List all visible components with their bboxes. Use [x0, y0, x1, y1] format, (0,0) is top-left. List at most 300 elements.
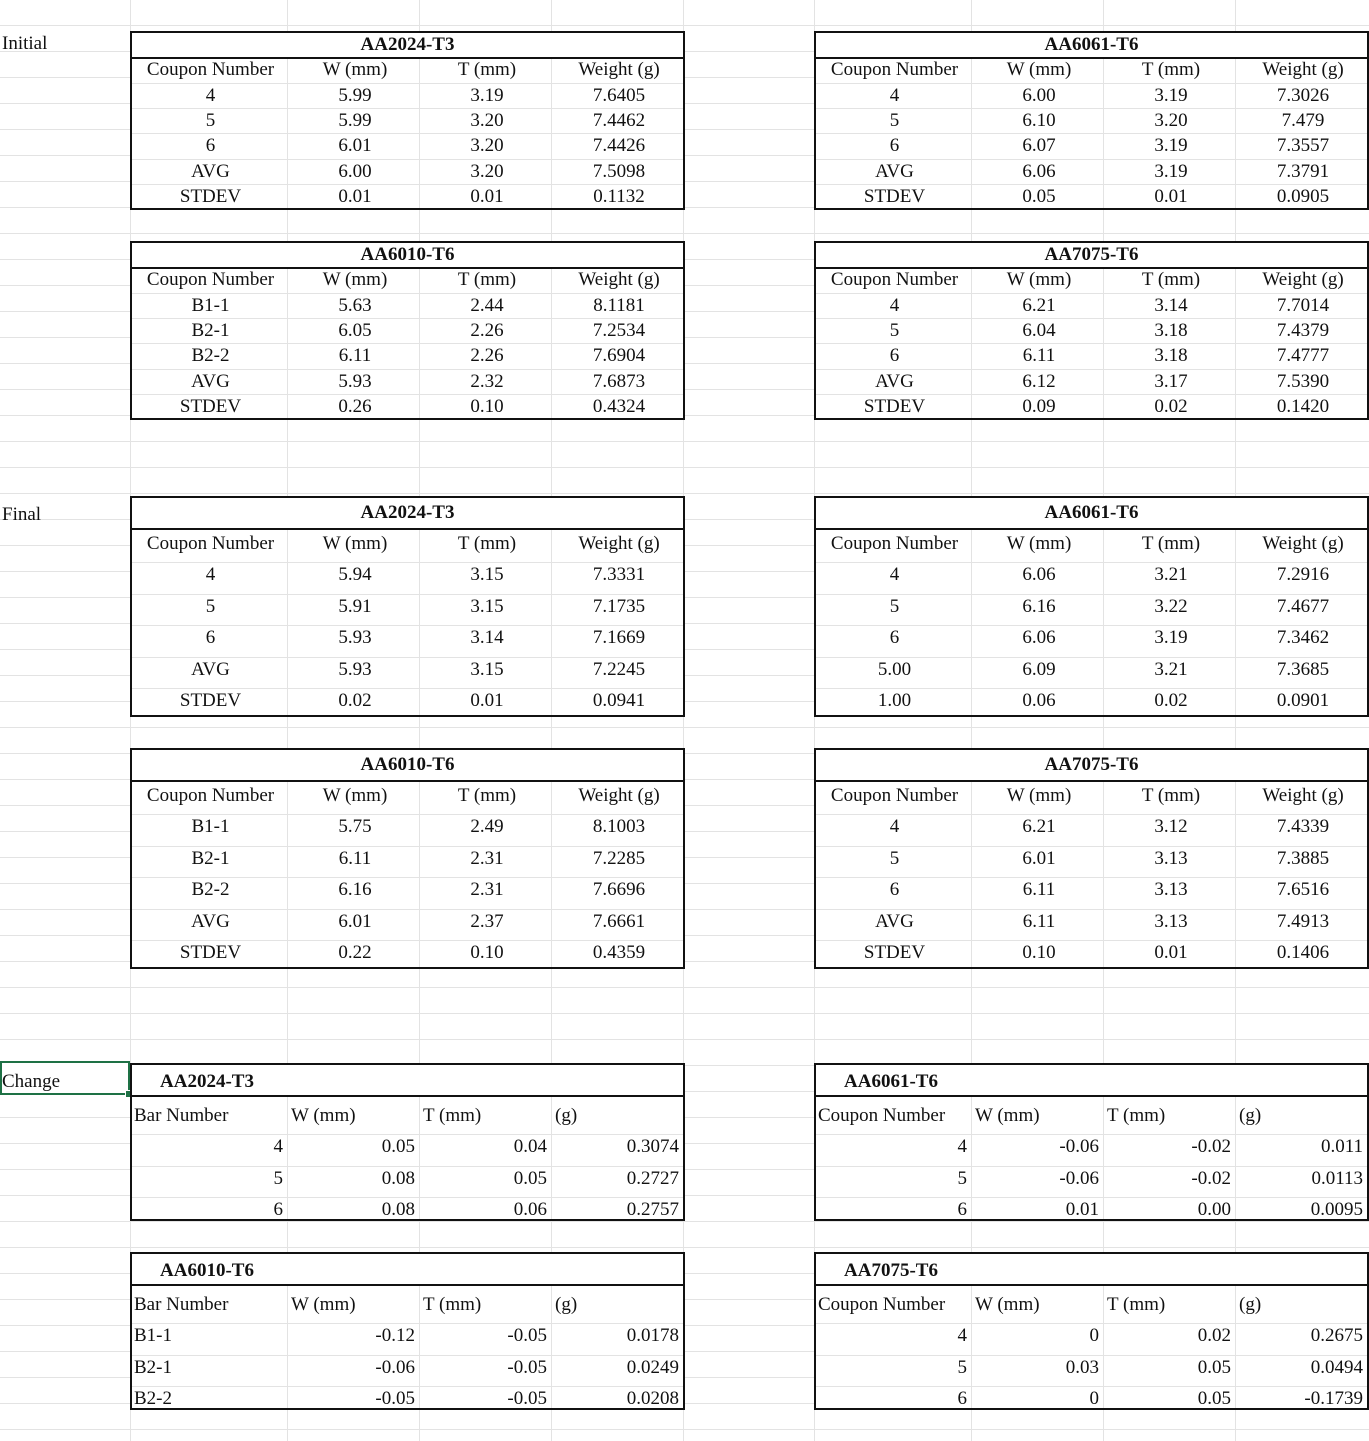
row-label-cell[interactable]: 5: [889, 110, 900, 131]
row-label-cell[interactable]: 5: [889, 320, 900, 341]
grid-row-line: [132, 1166, 683, 1167]
row-label-cell[interactable]: 6: [273, 1199, 283, 1220]
data-table: [130, 496, 685, 717]
column-header[interactable]: T (mm): [423, 1105, 482, 1126]
grid-column-line: [551, 782, 552, 967]
grid-column-line: [683, 0, 684, 1441]
table-title[interactable]: AA7075-T6: [1044, 244, 1139, 265]
table-cell[interactable]: 2.44: [470, 295, 504, 316]
row-label-cell[interactable]: B2-2: [134, 1388, 172, 1409]
table-cell[interactable]: 6.06: [1022, 161, 1056, 182]
row-label-cell[interactable]: 4: [205, 85, 216, 106]
column-header[interactable]: W (mm): [1006, 533, 1072, 554]
column-header[interactable]: Coupon Number: [830, 785, 959, 806]
table-cell[interactable]: 0: [1089, 1388, 1099, 1409]
table-cell[interactable]: 3.19: [1154, 85, 1188, 106]
table-title[interactable]: AA6010-T6: [360, 244, 455, 265]
table-cell[interactable]: 5.93: [338, 371, 372, 392]
table-cell[interactable]: 6.11: [338, 848, 372, 869]
table-title[interactable]: AA6061-T6: [1044, 502, 1139, 523]
table-cell[interactable]: 3.18: [1154, 320, 1188, 341]
table-cell[interactable]: 2.49: [470, 816, 504, 837]
column-header[interactable]: T (mm): [457, 785, 517, 806]
table-title[interactable]: AA6010-T6: [160, 1260, 254, 1281]
column-header[interactable]: Coupon Number: [146, 59, 275, 80]
table-cell[interactable]: 7.4913: [1276, 911, 1330, 932]
table-cell[interactable]: 0.09: [1022, 396, 1056, 417]
column-header[interactable]: T (mm): [457, 59, 517, 80]
row-label-cell[interactable]: 4: [957, 1325, 967, 1346]
table-cell[interactable]: 6.10: [1022, 110, 1056, 131]
table-cell[interactable]: 0.01: [1065, 1199, 1099, 1220]
column-header[interactable]: Weight (g): [1262, 533, 1344, 554]
row-label-cell[interactable]: 5: [957, 1168, 967, 1189]
grid-column-line: [1103, 530, 1104, 715]
grid-row-line: [132, 133, 683, 134]
table-cell[interactable]: 5.91: [338, 596, 372, 617]
column-header[interactable]: Weight (g): [1262, 785, 1344, 806]
table-cell[interactable]: 0.0208: [626, 1388, 679, 1409]
table-cell[interactable]: 6.16: [338, 879, 372, 900]
table-cell[interactable]: 7.4462: [592, 110, 646, 131]
row-label-cell[interactable]: AVG: [875, 371, 914, 392]
column-header[interactable]: W (mm): [291, 1294, 356, 1315]
column-header[interactable]: (g): [555, 1105, 578, 1126]
row-label-cell[interactable]: 5: [889, 848, 900, 869]
table-cell[interactable]: 7.1669: [592, 627, 646, 648]
table-cell[interactable]: 7.4677: [1276, 596, 1330, 617]
grid-column-line: [971, 1286, 972, 1408]
row-label-cell[interactable]: B1-1: [191, 816, 230, 837]
table-cell[interactable]: 0.10: [1022, 942, 1056, 963]
row-label-cell[interactable]: STDEV: [179, 396, 242, 417]
table-cell[interactable]: 0.05: [513, 1168, 547, 1189]
row-label-cell[interactable]: 6: [889, 135, 900, 156]
grid-column-line: [1235, 782, 1236, 967]
table-cell[interactable]: 7.4777: [1276, 345, 1330, 366]
grid-row-line: [816, 562, 1367, 563]
table-cell[interactable]: 7.3885: [1276, 848, 1330, 869]
table-title-divider: [816, 1284, 1367, 1286]
column-header[interactable]: T (mm): [1141, 533, 1201, 554]
column-header[interactable]: (g): [555, 1294, 578, 1315]
row-label-cell[interactable]: 5: [205, 596, 216, 617]
table-cell[interactable]: 2.37: [470, 911, 504, 932]
column-header[interactable]: W (mm): [1006, 785, 1072, 806]
table-cell[interactable]: 3.21: [1154, 564, 1188, 585]
table-cell[interactable]: 3.15: [470, 564, 504, 585]
table-cell[interactable]: 6.21: [1022, 295, 1056, 316]
table-cell[interactable]: 0.05: [1197, 1388, 1231, 1409]
grid-column-line: [287, 0, 288, 1441]
table-cell[interactable]: 0.08: [381, 1168, 415, 1189]
table-cell[interactable]: 3.19: [470, 85, 504, 106]
row-label-cell[interactable]: STDEV: [179, 690, 242, 711]
table-cell[interactable]: 0.05: [1197, 1357, 1231, 1378]
column-header[interactable]: Bar Number: [134, 1294, 229, 1315]
table-cell[interactable]: 0.1132: [593, 186, 645, 207]
table-cell[interactable]: 0.2675: [1310, 1325, 1363, 1346]
table-cell[interactable]: 3.20: [470, 110, 504, 131]
row-label-cell[interactable]: B2-1: [191, 320, 230, 341]
column-header[interactable]: W (mm): [322, 533, 388, 554]
row-label-cell[interactable]: B2-1: [134, 1357, 172, 1378]
row-label-cell[interactable]: B1-1: [191, 295, 230, 316]
section-label-change[interactable]: Change: [2, 1071, 61, 1092]
row-label-cell[interactable]: B2-2: [191, 879, 230, 900]
row-label-cell[interactable]: 4: [889, 85, 900, 106]
row-label-cell[interactable]: 5: [957, 1357, 967, 1378]
table-cell[interactable]: 7.5390: [1276, 371, 1330, 392]
row-label-cell[interactable]: 5: [205, 110, 216, 131]
table-cell[interactable]: 2.26: [470, 345, 504, 366]
table-cell[interactable]: 7.6405: [592, 85, 646, 106]
column-header[interactable]: Coupon Number: [818, 1105, 946, 1126]
grid-row-line: [816, 133, 1367, 134]
table-cell[interactable]: 6.11: [338, 345, 372, 366]
table-cell[interactable]: 2.31: [470, 848, 504, 869]
row-label-cell[interactable]: 5: [273, 1168, 283, 1189]
table-cell[interactable]: -0.12: [375, 1325, 415, 1346]
table-cell[interactable]: 0.02: [1154, 396, 1188, 417]
table-cell[interactable]: 0.01: [1154, 186, 1188, 207]
table-cell[interactable]: -0.02: [1191, 1136, 1231, 1157]
table-cell[interactable]: 6.00: [1022, 85, 1056, 106]
grid-column-line: [287, 1097, 288, 1219]
table-cell[interactable]: 0.0178: [626, 1325, 679, 1346]
row-label-cell[interactable]: B2-2: [191, 345, 230, 366]
table-cell[interactable]: -0.06: [375, 1357, 415, 1378]
column-header[interactable]: Coupon Number: [818, 1294, 946, 1315]
section-label-initial[interactable]: Initial: [2, 33, 48, 54]
grid-row-line: [816, 369, 1367, 370]
column-header[interactable]: Coupon Number: [830, 59, 959, 80]
grid-row-line: [132, 83, 683, 84]
table-cell[interactable]: 3.21: [1154, 659, 1188, 680]
column-header[interactable]: Coupon Number: [146, 533, 275, 554]
table-cell[interactable]: 0.2757: [626, 1199, 679, 1220]
row-label-cell[interactable]: B1-1: [134, 1325, 172, 1346]
table-cell[interactable]: 0.04: [513, 1136, 547, 1157]
table-title[interactable]: AA6061-T6: [844, 1071, 938, 1092]
table-title[interactable]: AA7075-T6: [1044, 754, 1139, 775]
table-cell[interactable]: 0.4324: [592, 396, 646, 417]
column-header[interactable]: Coupon Number: [830, 269, 959, 290]
table-cell[interactable]: -0.06: [1059, 1168, 1099, 1189]
column-header[interactable]: W (mm): [291, 1105, 356, 1126]
column-header[interactable]: Weight (g): [1262, 59, 1344, 80]
column-header[interactable]: W (mm): [322, 785, 388, 806]
grid-row-line: [816, 1134, 1367, 1135]
table-cell[interactable]: 7.4426: [592, 135, 646, 156]
section-label-final[interactable]: Final: [2, 504, 42, 525]
table-cell[interactable]: 0.05: [1022, 186, 1056, 207]
table-cell[interactable]: 6.11: [1022, 345, 1056, 366]
column-header[interactable]: Weight (g): [1262, 269, 1344, 290]
table-title[interactable]: AA2024-T3: [360, 34, 455, 55]
column-header[interactable]: T (mm): [457, 269, 517, 290]
column-header[interactable]: W (mm): [1006, 269, 1072, 290]
table-cell[interactable]: 3.18: [1154, 345, 1188, 366]
table-cell[interactable]: 0.01: [470, 186, 504, 207]
table-cell[interactable]: 3.13: [1154, 848, 1188, 869]
row-label-cell[interactable]: 4: [957, 1136, 967, 1157]
table-cell[interactable]: 0.3074: [626, 1136, 679, 1157]
table-cell[interactable]: 0.02: [1154, 690, 1188, 711]
grid-row-line: [816, 1166, 1367, 1167]
grid-column-line: [971, 530, 972, 715]
table-cell[interactable]: 7.3026: [1276, 85, 1330, 106]
table-cell[interactable]: 2.32: [470, 371, 504, 392]
row-label-cell[interactable]: AVG: [191, 371, 230, 392]
table-cell[interactable]: 3.12: [1154, 816, 1188, 837]
table-cell[interactable]: 3.15: [470, 596, 504, 617]
table-cell[interactable]: 7.2285: [592, 848, 646, 869]
table-cell[interactable]: 5.99: [338, 110, 372, 131]
row-label-cell[interactable]: 5: [889, 596, 900, 617]
row-label-cell[interactable]: STDEV: [863, 396, 926, 417]
column-header[interactable]: T (mm): [457, 533, 517, 554]
table-cell[interactable]: 5.99: [338, 85, 372, 106]
table-cell[interactable]: 0.06: [513, 1199, 547, 1220]
column-header[interactable]: T (mm): [1107, 1105, 1166, 1126]
table-cell[interactable]: 6.01: [1022, 848, 1056, 869]
row-label-cell[interactable]: 6: [957, 1388, 967, 1409]
table-cell[interactable]: 3.17: [1154, 371, 1188, 392]
column-header[interactable]: Coupon Number: [146, 785, 275, 806]
table-cell[interactable]: 0.10: [470, 396, 504, 417]
row-label-cell[interactable]: 4: [889, 816, 900, 837]
table-cell[interactable]: 0: [1089, 1325, 1099, 1346]
table-title[interactable]: AA2024-T3: [160, 1071, 254, 1092]
table-cell[interactable]: 5.93: [338, 659, 372, 680]
table-cell[interactable]: 3.20: [1154, 110, 1188, 131]
table-title[interactable]: AA6061-T6: [1044, 34, 1139, 55]
table-cell[interactable]: 3.15: [470, 659, 504, 680]
row-label-cell[interactable]: 6: [889, 879, 900, 900]
grid-row-line: [132, 814, 683, 815]
table-cell[interactable]: 0.01: [338, 186, 372, 207]
table-cell[interactable]: 7.6661: [592, 911, 646, 932]
table-cell[interactable]: 0.1420: [1276, 396, 1330, 417]
row-label-cell[interactable]: 6: [205, 627, 216, 648]
table-cell[interactable]: 3.19: [1154, 135, 1188, 156]
table-cell[interactable]: -0.05: [507, 1388, 547, 1409]
table-cell[interactable]: 7.4379: [1276, 320, 1330, 341]
column-header[interactable]: Coupon Number: [830, 533, 959, 554]
table-cell[interactable]: 6.11: [1022, 911, 1056, 932]
table-cell[interactable]: 7.4339: [1276, 816, 1330, 837]
row-label-cell[interactable]: 4: [273, 1136, 283, 1157]
row-label-cell[interactable]: 6: [889, 627, 900, 648]
table-cell[interactable]: 6.16: [1022, 596, 1056, 617]
grid-column-line: [1235, 1286, 1236, 1408]
table-cell[interactable]: 6.04: [1022, 320, 1056, 341]
table-cell[interactable]: 3.19: [1154, 161, 1188, 182]
table-cell[interactable]: 7.6873: [592, 371, 646, 392]
grid-column-line: [419, 0, 420, 1441]
table-cell[interactable]: 0.1406: [1276, 942, 1330, 963]
table-cell[interactable]: -0.02: [1191, 1168, 1231, 1189]
row-label-cell[interactable]: AVG: [875, 161, 914, 182]
table-cell[interactable]: 3.20: [470, 135, 504, 156]
row-label-cell[interactable]: AVG: [191, 911, 230, 932]
row-label-cell[interactable]: 1.00: [877, 690, 912, 711]
table-cell[interactable]: 0.2727: [626, 1168, 679, 1189]
table-cell[interactable]: 0.0901: [1276, 690, 1330, 711]
column-header[interactable]: W (mm): [975, 1105, 1040, 1126]
table-cell[interactable]: 6.07: [1022, 135, 1056, 156]
table-cell[interactable]: 0.01: [1154, 942, 1188, 963]
table-cell[interactable]: 7.6516: [1276, 879, 1330, 900]
row-label-cell[interactable]: B2-1: [191, 848, 230, 869]
grid-column-line: [419, 1286, 420, 1408]
table-cell[interactable]: 7.3331: [592, 564, 646, 585]
table-cell[interactable]: 0.10: [470, 942, 504, 963]
table-cell[interactable]: 6.06: [1022, 564, 1056, 585]
table-cell[interactable]: 0.011: [1320, 1136, 1363, 1157]
grid-row-line: [816, 1323, 1367, 1324]
row-label-cell[interactable]: 5.00: [877, 659, 912, 680]
table-cell[interactable]: 0.0095: [1310, 1199, 1363, 1220]
table-title[interactable]: AA2024-T3: [360, 502, 455, 523]
table-cell[interactable]: 7.3557: [1276, 135, 1330, 156]
row-label-cell[interactable]: STDEV: [179, 942, 242, 963]
table-cell[interactable]: 6.11: [1022, 879, 1056, 900]
row-label-cell[interactable]: 6: [889, 345, 900, 366]
column-header[interactable]: T (mm): [1141, 269, 1201, 290]
grid-column-line: [419, 530, 420, 715]
table-cell[interactable]: 3.13: [1154, 911, 1188, 932]
row-label-cell[interactable]: AVG: [191, 161, 230, 182]
table-cell[interactable]: 7.1735: [592, 596, 646, 617]
table-cell[interactable]: -0.05: [507, 1325, 547, 1346]
row-label-cell[interactable]: STDEV: [179, 186, 242, 207]
table-cell[interactable]: 3.20: [470, 161, 504, 182]
table-cell[interactable]: 3.22: [1154, 596, 1188, 617]
grid-row-line: [132, 594, 683, 595]
table-cell[interactable]: 5.94: [338, 564, 372, 585]
table-title[interactable]: AA7075-T6: [844, 1260, 938, 1281]
column-header[interactable]: Bar Number: [134, 1105, 229, 1126]
table-cell[interactable]: 8.1181: [593, 295, 645, 316]
table-cell[interactable]: 3.19: [1154, 627, 1188, 648]
table-cell[interactable]: 0.03: [1065, 1357, 1099, 1378]
table-cell[interactable]: 0.02: [338, 690, 372, 711]
table-cell[interactable]: 0.00: [1197, 1199, 1231, 1220]
table-cell[interactable]: 0.0494: [1310, 1357, 1363, 1378]
table-cell[interactable]: 0.06: [1022, 690, 1056, 711]
table-cell[interactable]: 7.6904: [592, 345, 646, 366]
table-cell[interactable]: 5.75: [338, 816, 372, 837]
table-cell[interactable]: 6.00: [338, 161, 372, 182]
grid-column-line: [419, 1097, 420, 1219]
column-header[interactable]: Weight (g): [578, 59, 660, 80]
table-cell[interactable]: 0.22: [338, 942, 372, 963]
table-cell[interactable]: 0.0941: [592, 690, 646, 711]
table-cell[interactable]: 6.01: [338, 135, 372, 156]
table-cell[interactable]: 6.09: [1022, 659, 1056, 680]
column-header[interactable]: Coupon Number: [146, 269, 275, 290]
table-cell[interactable]: -0.05: [507, 1357, 547, 1378]
column-header[interactable]: Weight (g): [578, 533, 660, 554]
table-cell[interactable]: 2.31: [470, 879, 504, 900]
table-cell[interactable]: 7.7014: [1276, 295, 1330, 316]
table-cell[interactable]: 0.0113: [1311, 1168, 1363, 1189]
column-header[interactable]: T (mm): [1141, 59, 1201, 80]
table-cell[interactable]: 3.14: [470, 627, 504, 648]
column-header[interactable]: T (mm): [423, 1294, 482, 1315]
table-cell[interactable]: -0.05: [375, 1388, 415, 1409]
column-header[interactable]: W (mm): [1006, 59, 1072, 80]
table-cell[interactable]: 6.05: [338, 320, 372, 341]
column-header[interactable]: W (mm): [975, 1294, 1040, 1315]
table-cell[interactable]: 0.0905: [1276, 186, 1330, 207]
table-cell[interactable]: 0.08: [381, 1199, 415, 1220]
table-cell[interactable]: 7.2916: [1276, 564, 1330, 585]
table-cell[interactable]: 7.479: [1281, 110, 1325, 131]
table-cell[interactable]: 0.01: [470, 690, 504, 711]
table-cell[interactable]: 0.26: [338, 396, 372, 417]
column-header[interactable]: T (mm): [1141, 785, 1201, 806]
table-cell[interactable]: -0.1739: [1304, 1388, 1363, 1409]
table-cell[interactable]: 5.63: [338, 295, 372, 316]
grid-row-line: [816, 1386, 1367, 1387]
row-label-cell[interactable]: AVG: [191, 659, 230, 680]
row-label-cell[interactable]: STDEV: [863, 942, 926, 963]
table-cell[interactable]: 0.02: [1197, 1325, 1231, 1346]
row-label-cell[interactable]: 4: [889, 564, 900, 585]
table-cell[interactable]: 0.0249: [626, 1357, 679, 1378]
table-cell[interactable]: 6.06: [1022, 627, 1056, 648]
table-cell[interactable]: 0.05: [381, 1136, 415, 1157]
table-cell[interactable]: -0.06: [1059, 1136, 1099, 1157]
grid-row-line: [132, 1197, 683, 1198]
table-cell[interactable]: 3.14: [1154, 295, 1188, 316]
row-label-cell[interactable]: 4: [205, 564, 216, 585]
column-header[interactable]: W (mm): [322, 59, 388, 80]
table-cell[interactable]: 7.2534: [592, 320, 646, 341]
column-header[interactable]: W (mm): [322, 269, 388, 290]
table-cell[interactable]: 6.01: [338, 911, 372, 932]
column-header[interactable]: Weight (g): [578, 785, 660, 806]
table-cell[interactable]: 6.12: [1022, 371, 1056, 392]
row-label-cell[interactable]: 6: [205, 135, 216, 156]
grid-column-line: [419, 782, 420, 967]
table-cell[interactable]: 7.6696: [592, 879, 646, 900]
row-label-cell[interactable]: STDEV: [863, 186, 926, 207]
table-cell[interactable]: 5.93: [338, 627, 372, 648]
table-cell[interactable]: 0.4359: [592, 942, 646, 963]
column-header[interactable]: T (mm): [1107, 1294, 1166, 1315]
table-cell[interactable]: 7.2245: [592, 659, 646, 680]
column-header[interactable]: Weight (g): [578, 269, 660, 290]
table-title[interactable]: AA6010-T6: [360, 754, 455, 775]
row-label-cell[interactable]: 6: [957, 1199, 967, 1220]
table-cell[interactable]: 7.3685: [1276, 659, 1330, 680]
table-cell[interactable]: 3.13: [1154, 879, 1188, 900]
table-cell[interactable]: 6.21: [1022, 816, 1056, 837]
row-label-cell[interactable]: 4: [889, 295, 900, 316]
table-cell[interactable]: 2.26: [470, 320, 504, 341]
column-header[interactable]: (g): [1239, 1105, 1262, 1126]
column-header[interactable]: (g): [1239, 1294, 1262, 1315]
row-label-cell[interactable]: AVG: [875, 911, 914, 932]
table-cell[interactable]: 7.3791: [1276, 161, 1330, 182]
table-cell[interactable]: 8.1003: [592, 816, 646, 837]
table-cell[interactable]: 7.3462: [1276, 627, 1330, 648]
table-cell[interactable]: 7.5098: [592, 161, 646, 182]
